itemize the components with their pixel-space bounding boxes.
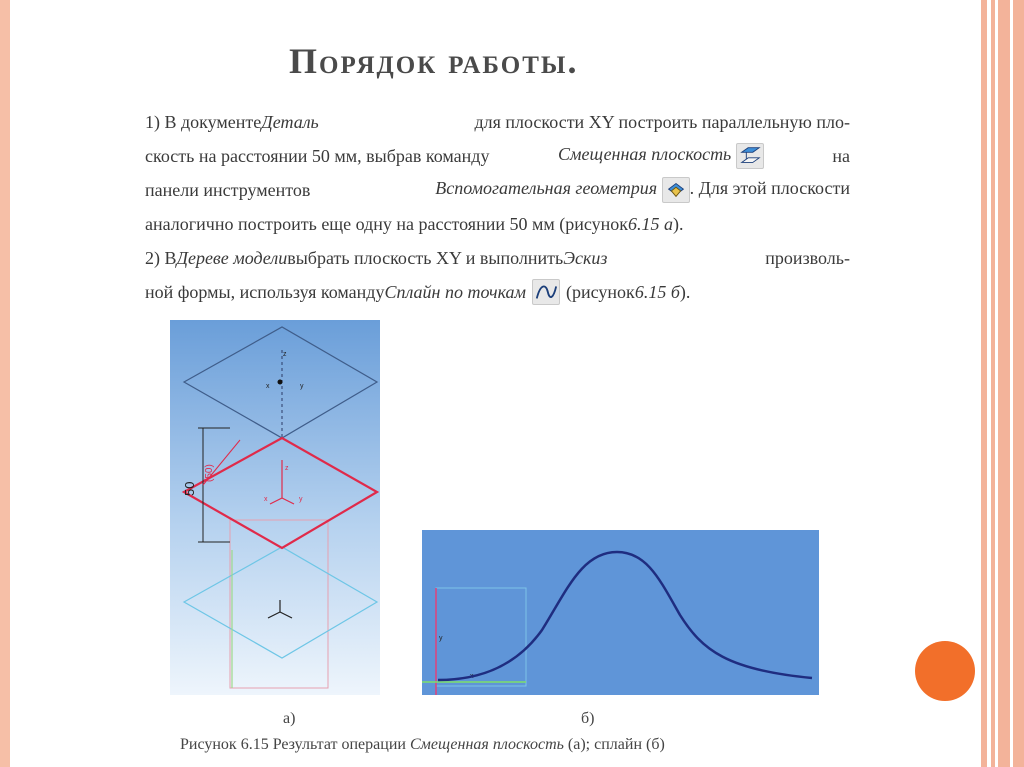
text-run: на xyxy=(832,145,850,166)
text-run-italic: Деталь xyxy=(261,111,319,132)
text-line xyxy=(145,173,850,207)
axis-y-label: y xyxy=(439,635,443,642)
axis-x-label: x xyxy=(470,673,474,680)
figure-b-label: б) xyxy=(581,710,595,727)
axis-y-label-red: y xyxy=(299,496,303,503)
text-run: ной формы, используя команду xyxy=(145,281,385,302)
text-run: 1) В документе xyxy=(145,111,262,132)
text-line xyxy=(145,207,850,241)
axis-y-label: y xyxy=(300,383,304,390)
offset-planes-figure xyxy=(170,320,380,695)
auxiliary-geometry-icon xyxy=(662,177,690,203)
text-run-italic: 6.15 б xyxy=(634,281,680,302)
text-run: ). xyxy=(673,213,684,234)
spline-figure xyxy=(422,530,819,695)
origin-point xyxy=(278,380,283,385)
text-run: панели инструментов xyxy=(145,179,311,200)
axis-x-label: x xyxy=(266,383,270,390)
axis-z-label-red: z xyxy=(285,465,289,472)
text-run-italic: 6.15 а xyxy=(628,213,674,234)
figure-background xyxy=(170,320,380,695)
text-run: (рисунок xyxy=(566,281,635,302)
text-line xyxy=(145,105,850,139)
offset-plane-icon xyxy=(736,143,764,169)
text-run-italic: Дереве модели xyxy=(176,247,288,268)
spline-icon xyxy=(532,279,560,305)
text-run: 2) В xyxy=(145,247,177,268)
text-run: аналогично построить еще одну на расстоянии 50 мм (рисунок xyxy=(145,213,629,234)
slide-title: Порядок работы. xyxy=(289,41,579,81)
figure-caption xyxy=(180,736,665,754)
text-run-italic: Смещенная плоскость xyxy=(558,144,732,165)
figure-a-label: а) xyxy=(283,710,296,727)
right-border-stripe xyxy=(981,0,987,767)
axis-z-label: z xyxy=(283,351,287,358)
decorative-circle xyxy=(915,641,975,701)
text-run-italic: Вспомогательная геометрия xyxy=(435,178,658,199)
text-run: произволь- xyxy=(765,247,850,268)
text-run: для плоскости XY построить параллельную пло- xyxy=(474,111,850,132)
caption-text: (а); сплайн (б) xyxy=(563,736,665,753)
right-border-stripe xyxy=(998,0,1010,767)
axis-x-label-red: x xyxy=(264,496,268,503)
text-run-italic: Эскиз xyxy=(563,247,608,268)
left-border-stripe xyxy=(0,0,10,767)
text-line xyxy=(145,241,850,275)
text-run: ). xyxy=(679,281,691,302)
dimension-value-red: (50) xyxy=(204,464,215,482)
text-run-italic: Сплайн по точкам xyxy=(384,281,527,302)
text-line xyxy=(145,275,850,309)
text-run: скость на расстоянии 50 мм, выбрав команду xyxy=(145,145,490,166)
dimension-value: 50 xyxy=(182,481,197,496)
instructions-text xyxy=(145,105,850,309)
caption-text: Рисунок 6.15 Результат операции xyxy=(180,736,410,753)
right-border-stripe xyxy=(1013,0,1024,767)
right-border-stripe xyxy=(991,0,995,767)
caption-italic: Смещенная плоскость xyxy=(409,736,564,753)
text-line xyxy=(145,139,850,173)
text-run: выбрать плоскость XY и выполнить xyxy=(287,247,564,268)
text-run: . Для этой плоскости xyxy=(689,178,850,199)
